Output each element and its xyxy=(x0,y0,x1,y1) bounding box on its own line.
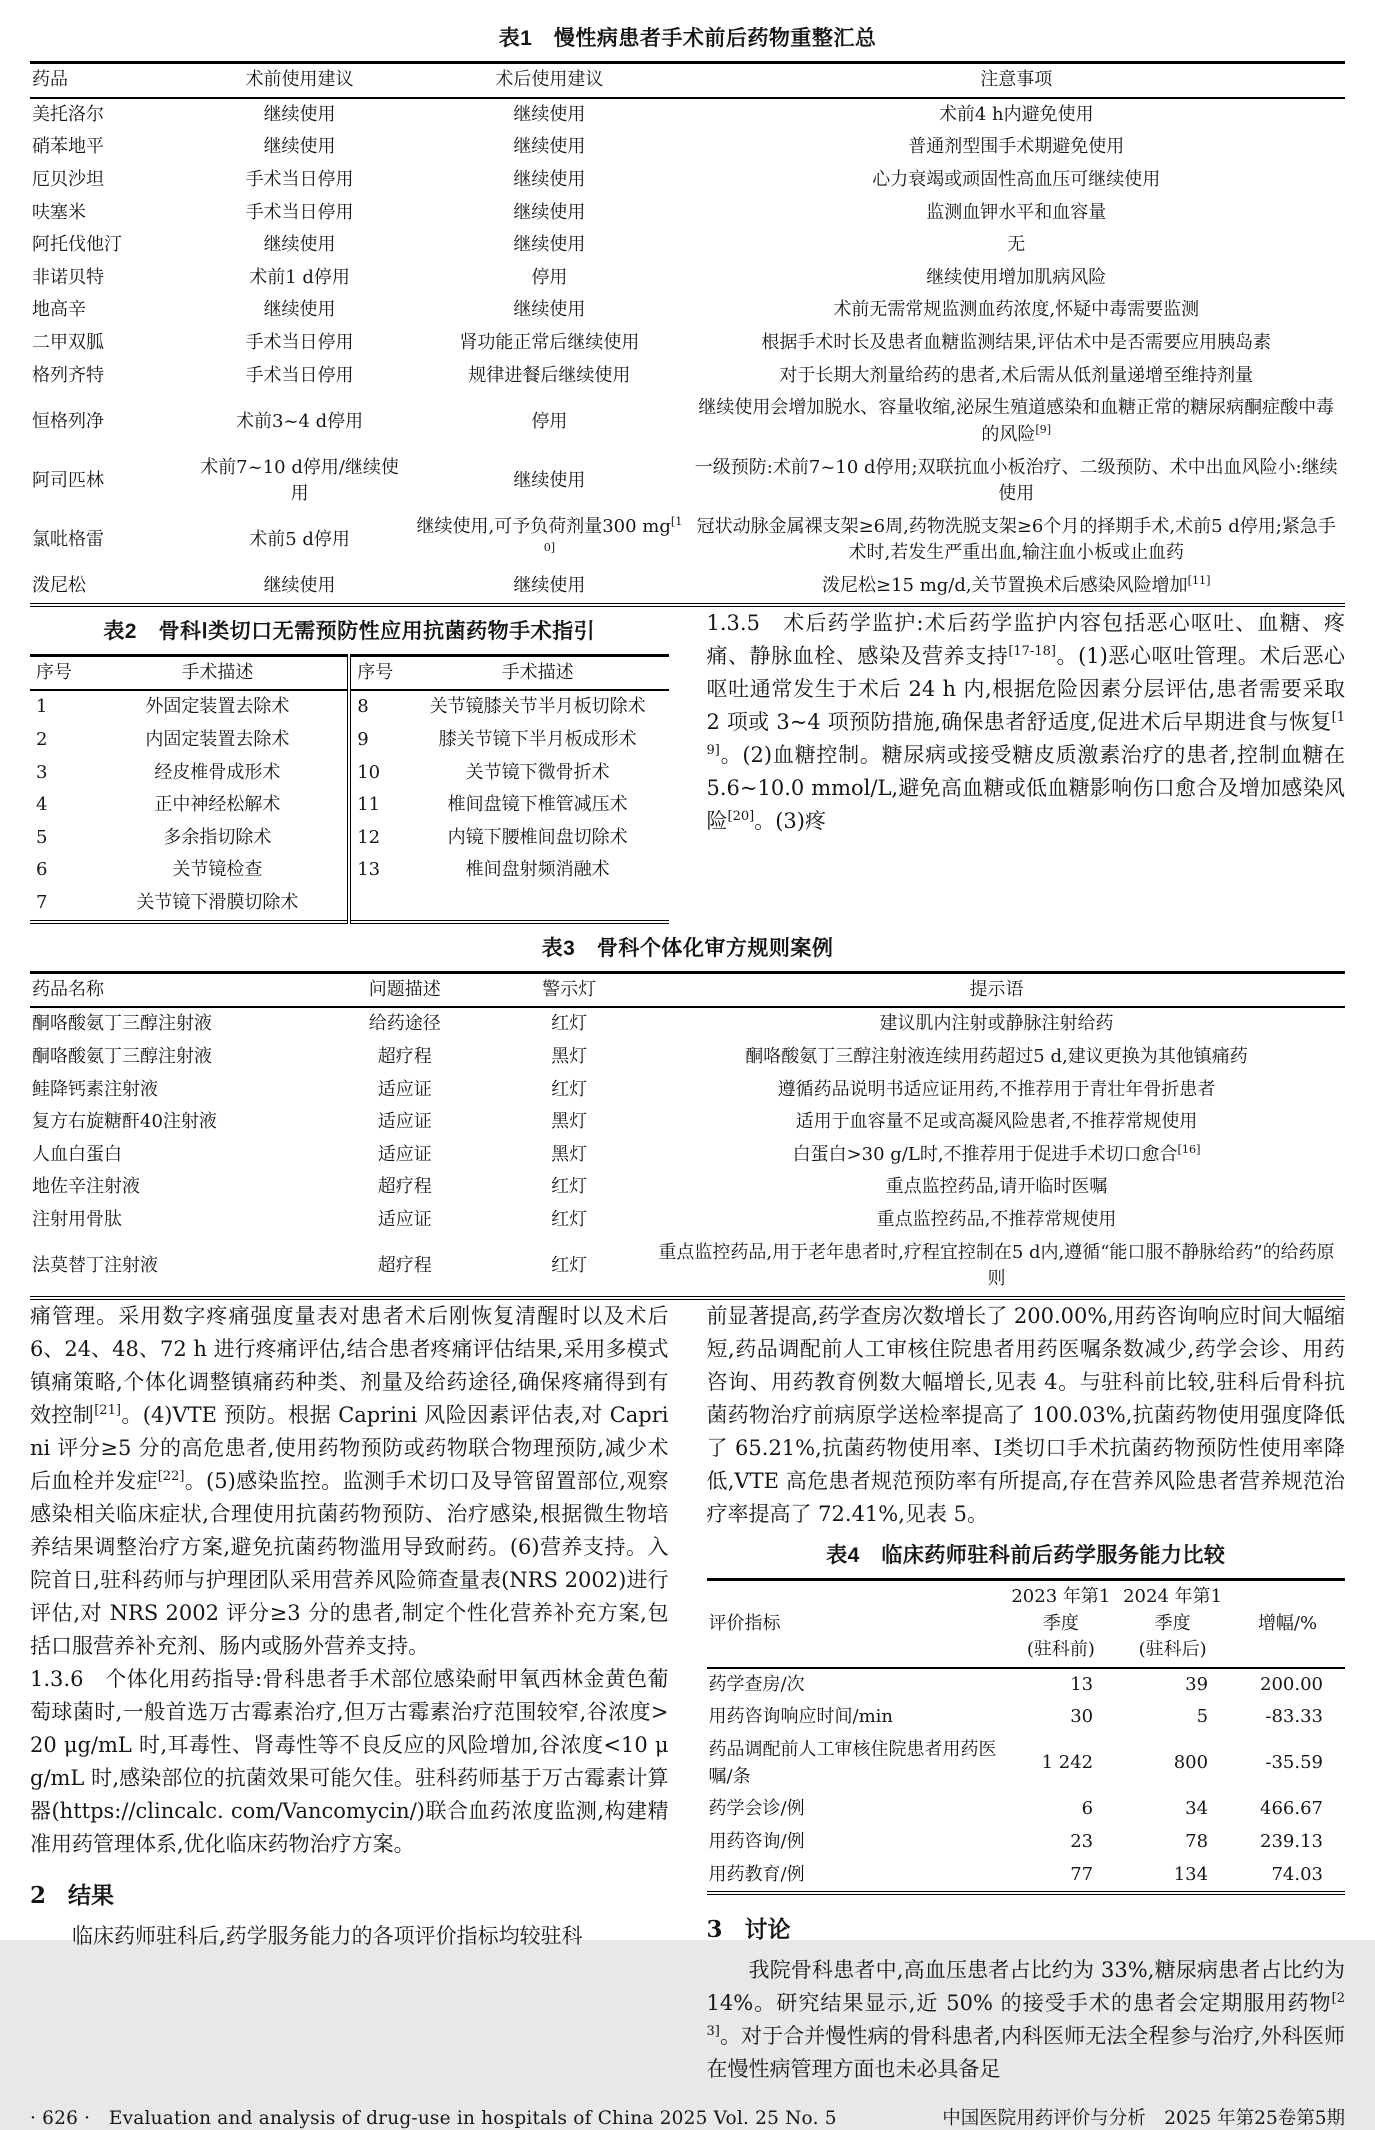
two-column-section-a xyxy=(30,607,1345,924)
column-right-a xyxy=(707,607,1346,838)
table-cell: 白蛋白>30 g/L时,不推荐用于促进手术切口愈合[16] xyxy=(792,1142,1201,1165)
table-cell: 复方右旋糖酐40注射液 xyxy=(32,1111,217,1133)
table-header-row xyxy=(707,1579,1346,1667)
table-cell: 一级预防:术前7~10 d停用;双联抗血小板治疗、二级预防、术中出血风险小:继续使用 xyxy=(694,456,1338,505)
section-heading-discussion xyxy=(707,1911,1346,1944)
table-header-cell: 2024 年第1季度 (驻科后) xyxy=(1115,1579,1230,1667)
table-cell: 恒格列净 xyxy=(32,410,104,432)
table-row xyxy=(30,887,669,922)
table-header-cell: 增幅/% xyxy=(1230,1579,1345,1667)
table-cell: 手术当日停用 xyxy=(245,201,354,223)
two-column-section-b xyxy=(30,1300,1345,2086)
table-row xyxy=(707,1793,1346,1826)
table4-title: 表4 临床药师驻科前后药学服务能力比较 xyxy=(826,1543,1226,1567)
table-cell: 用药咨询响应时间/min xyxy=(708,1706,893,1728)
table-cell: 椎间盘镜下椎管减压术 xyxy=(447,794,628,816)
table-cell: 建议肌内注射或静脉注射给药 xyxy=(879,1013,1114,1035)
table-row xyxy=(30,1041,1345,1074)
table-header-cell: 2023 年第1季度 (驻科前) xyxy=(1007,1579,1116,1667)
table-row xyxy=(30,757,669,790)
table-cell: 7 xyxy=(36,892,48,913)
table-cell: 红灯 xyxy=(551,1254,588,1276)
table-cell: 9 xyxy=(349,724,406,757)
table-cell: -83.33 xyxy=(1265,1706,1323,1728)
table-header-cell: 警示灯 xyxy=(490,972,648,1007)
table-cell: 无 xyxy=(1007,234,1026,256)
table-cell: 厄贝沙坦 xyxy=(32,168,104,190)
table-cell: 外固定装置去除术 xyxy=(145,696,290,718)
table-cell: 椎间盘射频消融术 xyxy=(465,859,610,881)
table-row xyxy=(30,452,1345,511)
table-cell: 红灯 xyxy=(551,1209,588,1230)
table-cell: 适用于血容量不足或高凝风险患者,不推荐常规使用 xyxy=(795,1111,1198,1133)
table-row xyxy=(30,822,669,855)
table-cell: 美托洛尔 xyxy=(32,103,104,125)
table-cell: 停用 xyxy=(531,410,568,432)
table-cell: 继续使用 xyxy=(263,299,336,321)
table-cell: 继续使用 xyxy=(263,136,336,158)
table-cell: 77 xyxy=(1070,1863,1094,1885)
table-cell: 酮咯酸氨丁三醇注射液 xyxy=(32,1013,212,1035)
table-cell: 继续使用 xyxy=(513,299,586,321)
table2-body xyxy=(30,690,669,921)
table-cell: 超疗程 xyxy=(377,1176,432,1198)
table-cell: 适应证 xyxy=(377,1078,432,1100)
table-cell: 继续使用 xyxy=(263,103,336,125)
table-cell: 注射用骨肽 xyxy=(32,1209,122,1230)
section-number: 3 xyxy=(706,1916,723,1944)
table-cell: 继续使用 xyxy=(513,103,586,125)
table-cell: 酮咯酸氨丁三醇注射液 xyxy=(32,1045,212,1067)
table-header-cell: 注意事项 xyxy=(687,63,1345,98)
table-row xyxy=(707,1668,1346,1702)
table-cell: 466.67 xyxy=(1260,1798,1323,1820)
table-row xyxy=(707,1859,1346,1894)
table-row xyxy=(30,392,1345,451)
table-cell: 关节镜膝关节半月板切除术 xyxy=(429,696,646,718)
table-cell: 3 xyxy=(36,761,48,783)
paragraph-1-3-5: 1.3.5 术后药学监护:术后药学监护内容包括恶心呕吐、血糖、疼痛、静脉血栓、感染及营养支持[17-18]。(1)恶心呕吐管理。术后恶心呕吐通常发生于术后 24 h 内,根据危险因素分层评估,患者需要采取 2 项或 3~4 项预防措施,确保患者舒适度,促进术后早期进食与恢复[19]。(2)血糖控制。糖尿病或接受糖皮质激素治疗的患者,控制血糖在 5.6~10.0 mmol/L,避免高血糖或低血糖影响伤口愈合及增加感染风险[20]。(3)疼 xyxy=(706,610,1345,833)
table-cell: 1 242 xyxy=(1041,1752,1094,1774)
paragraph-pain-management: 痛管理。采用数字疼痛强度量表对患者术后刚恢复清醒时以及术后 6、24、48、72 h 进行疼痛评估,结合患者疼痛评估结果,采用多模式镇痛策略,个体化调整镇痛药种类、剂量及给药途径,确保疼痛得到有效控制[21]。(4)VTE 预防。根据 Caprini 风险因素评估表,对 Caprini 评分≥5 分的高危患者,使用药物预防或药物联合物理预防,减少术后血栓并发症[22]。(5)感染监控。监测手术切口及导管留置部位,观察感染相关临床症状,合理使用抗菌药物预防、治疗感染,根据微生物培养结果调整治疗方案,避免抗菌药物滥用导致耐药。(6)营养支持。入院首日,驻科药师与护理团队采用营养风险筛查量表(NRS 2002)进行评估,对 NRS 2002 评分≥3 分的患者,制定个性化营养补充方案,包括口服营养补充剂、肠内或肠外营养支持。 xyxy=(30,1303,669,1658)
table-cell: 重点监控药品,不推荐常规使用 xyxy=(876,1209,1117,1230)
table2 xyxy=(30,654,669,924)
table-cell: 地佐辛注射液 xyxy=(32,1176,140,1198)
table-cell: 术前7~10 d停用/继续使用 xyxy=(200,456,399,505)
table-cell: 继续使用 xyxy=(513,469,586,491)
table-cell: 关节镜下微骨折术 xyxy=(465,761,610,783)
table-cell: 黑灯 xyxy=(551,1143,588,1165)
table-cell: 阿司匹林 xyxy=(32,469,104,491)
table-cell: 30 xyxy=(1070,1706,1094,1728)
table-cell: 术前无需常规监测血药浓度,怀疑中毒需要监测 xyxy=(833,299,1200,321)
table-cell: 膝关节镜下半月板成形术 xyxy=(438,728,637,750)
table-row xyxy=(30,327,1345,360)
table-cell: 对于长期大剂量给药的患者,术后需从低剂量递增至维持剂量 xyxy=(779,364,1254,386)
table-cell: 正中神经松解术 xyxy=(154,794,281,816)
column-left-b xyxy=(30,1300,669,1953)
table-header-cell: 提示语 xyxy=(648,972,1345,1007)
table-cell: 黑灯 xyxy=(551,1045,588,1067)
table-cell: 氯吡格雷 xyxy=(32,529,104,551)
footer-right-journal-cn: 中国医院用药评价与分析 2025 年第25卷第5期 xyxy=(942,2108,1345,2130)
table-cell: 药学查房/次 xyxy=(708,1673,805,1695)
table-cell: 泼尼松 xyxy=(32,575,86,596)
table-cell: 2 xyxy=(36,728,48,750)
section-label: 讨论 xyxy=(744,1916,791,1943)
table-cell: 内镜下腰椎间盘切除术 xyxy=(447,826,628,848)
table-cell: 规律进餐后继续使用 xyxy=(468,364,631,386)
table-row xyxy=(30,724,669,757)
table-row xyxy=(30,98,1345,132)
table4-header xyxy=(707,1579,1346,1667)
table-row xyxy=(30,131,1345,164)
table-row xyxy=(30,360,1345,393)
table-cell: 适应证 xyxy=(377,1209,432,1230)
table4 xyxy=(707,1578,1346,1895)
table-cell: 人血白蛋白 xyxy=(32,1143,122,1165)
table-cell: 800 xyxy=(1173,1752,1209,1774)
table-cell: 6 xyxy=(36,859,48,881)
table-cell: 红灯 xyxy=(551,1078,588,1100)
table-row xyxy=(30,262,1345,295)
table-cell: 适应证 xyxy=(377,1111,432,1133)
table-cell: 多余指切除术 xyxy=(163,826,272,848)
table-row xyxy=(30,1237,1345,1298)
table-header-row xyxy=(30,63,1345,98)
table-cell: 5 xyxy=(1196,1706,1209,1728)
table-cell: 地高辛 xyxy=(32,299,86,321)
table-cell: 34 xyxy=(1185,1798,1209,1820)
column-left-a xyxy=(30,607,669,924)
table-header-row xyxy=(30,655,669,690)
table4-body xyxy=(707,1668,1346,1893)
table-cell: 黑灯 xyxy=(551,1111,588,1133)
table-row xyxy=(30,229,1345,262)
table-cell: 药品调配前人工审核住院患者用药医嘱/条 xyxy=(708,1739,997,1787)
table-cell: 继续使用,可予负荷剂量300 mg[10] xyxy=(416,514,683,555)
table-cell: 硝苯地平 xyxy=(32,136,104,158)
table-cell: 200.00 xyxy=(1260,1673,1323,1695)
table1-title: 表1 慢性病患者手术前后药物重整汇总 xyxy=(498,27,877,50)
table-row xyxy=(30,854,669,887)
table-cell xyxy=(349,887,406,922)
table-cell: 关节镜检查 xyxy=(172,859,263,881)
table-cell: 呋塞米 xyxy=(32,201,86,223)
table-cell: 用药咨询/例 xyxy=(708,1830,805,1852)
table-cell: 13 xyxy=(349,854,406,887)
table-row xyxy=(30,1139,1345,1172)
table-cell: 4 xyxy=(36,794,48,816)
table-row xyxy=(30,197,1345,230)
table-cell: 手术当日停用 xyxy=(245,364,354,386)
table-row xyxy=(30,1106,1345,1139)
table-cell: 继续使用 xyxy=(513,234,586,256)
table-row xyxy=(30,570,1345,605)
table-cell: 术前1 d停用 xyxy=(249,266,350,288)
table-cell: 继续使用增加肌病风险 xyxy=(926,266,1107,288)
table-header-cell: 序号 xyxy=(349,655,406,690)
table-cell: 239.13 xyxy=(1260,1830,1323,1852)
table-row xyxy=(30,690,669,724)
paragraph-results: 临床药师驻科后,药学服务能力的各项评价指标均较驻科 xyxy=(72,1923,583,1948)
table-cell: 遵循药品说明书适应证用药,不推荐用于青壮年骨折患者 xyxy=(777,1078,1216,1100)
section-number: 2 xyxy=(30,1881,47,1909)
table-cell: 心力衰竭或顽固性高血压可继续使用 xyxy=(872,168,1161,190)
table-header-cell: 术前使用建议 xyxy=(188,63,412,98)
table-row xyxy=(707,1734,1346,1793)
table-cell: 11 xyxy=(349,789,406,822)
table-row xyxy=(707,1826,1346,1859)
table-cell: 1 xyxy=(36,696,48,718)
table-cell: 39 xyxy=(1185,1673,1209,1695)
table3-header xyxy=(30,972,1345,1007)
table-row xyxy=(30,1171,1345,1204)
table-cell: 药学会诊/例 xyxy=(708,1798,805,1820)
table-cell: 重点监控药品,用于老年患者时,疗程宜控制在5 d内,遵循“能口服不静脉给药”的给药原则 xyxy=(658,1241,1335,1290)
table-cell: 阿托伐他汀 xyxy=(32,234,122,256)
table-row xyxy=(707,1701,1346,1734)
table-cell: 红灯 xyxy=(551,1013,588,1035)
table3-body xyxy=(30,1007,1345,1298)
table-header-row xyxy=(30,972,1345,1007)
table-row xyxy=(30,1007,1345,1041)
table-cell: 格列齐特 xyxy=(32,364,104,386)
table3 xyxy=(30,971,1345,1300)
table-cell: 二甲双胍 xyxy=(32,332,104,353)
table-cell: 非诺贝特 xyxy=(32,266,104,288)
table-cell: 手术当日停用 xyxy=(245,168,354,190)
table-cell: 关节镜下滑膜切除术 xyxy=(136,892,299,913)
column-right-b xyxy=(707,1300,1346,2086)
table-header-cell: 药品 xyxy=(30,63,188,98)
table-cell: 肾功能正常后继续使用 xyxy=(459,332,640,353)
table-cell: 继续使用 xyxy=(263,234,336,256)
section-label: 结果 xyxy=(68,1881,115,1908)
table-cell: 8 xyxy=(349,690,406,724)
table2-header xyxy=(30,655,669,690)
table-cell: 鲑降钙素注射液 xyxy=(32,1078,158,1100)
table1 xyxy=(30,61,1345,607)
table-cell: 给药途径 xyxy=(368,1013,441,1035)
paragraph-discussion: 我院骨科患者中,高血压患者占比约为 33%,糖尿病患者占比约为 14%。研究结果显示,近 50% 的接受手术的患者会定期服用药物[23]。对于合并慢性病的骨科患者,内科医师无法全程参与治疗,外科医师在慢性病管理方面也未必具备足 xyxy=(706,1958,1345,2082)
table-cell: 继续使用 xyxy=(513,201,586,223)
table-cell: 重点监控药品,请开临时医嘱 xyxy=(885,1176,1108,1198)
table-header-cell: 序号 xyxy=(30,655,87,690)
table-cell: 78 xyxy=(1185,1830,1209,1852)
paragraph-results-cont: 前显著提高,药学查房次数增长了 200.00%,用药咨询响应时间大幅缩短,药品调配前人工审核住院患者用药医嘱条数减少,药学会诊、用药咨询、用药教育例数大幅增长,见表 4。与驻科前比较,驻科后骨科抗菌药物治疗前病原学送检率提高了 100.03%,抗菌药物使用强度降低了 65.21%,抗菌药物使用率、Ⅰ类切口手术抗菌药物预防性使用率降低,VTE 高危患者规范预防率有所提高,存在营养风险患者营养规范治疗率提高了 72.41%,见表 5。 xyxy=(706,1303,1345,1526)
table-row xyxy=(30,164,1345,197)
table-row xyxy=(30,1204,1345,1237)
table-cell: 监测血钾水平和血容量 xyxy=(926,201,1107,223)
table-cell: 12 xyxy=(349,822,406,855)
table-cell: 23 xyxy=(1070,1830,1094,1852)
table1-body xyxy=(30,98,1345,605)
footer-left-journal-en: · 626 · Evaluation and analysis of drug-use in hospitals of China 2025 Vol. 25 No. 5 xyxy=(30,2108,837,2130)
table-cell: 6 xyxy=(1081,1798,1094,1820)
table-cell: 适应证 xyxy=(377,1143,432,1165)
table-cell: 超疗程 xyxy=(377,1045,432,1067)
table-cell: 继续使用 xyxy=(513,136,586,158)
table-cell: 泼尼松≥15 mg/d,关节置换术后感染风险增加[11] xyxy=(821,574,1211,596)
table-row xyxy=(30,294,1345,327)
table-cell: 冠状动脉金属裸支架≥6周,药物洗脱支架≥6个月的择期手术,术前5 d停用;紧急手术时,若发生严重出血,输注血小板或止血药 xyxy=(696,515,1336,564)
table-row xyxy=(30,1074,1345,1107)
table-header-cell: 药品名称 xyxy=(30,972,319,1007)
table-cell: 74.03 xyxy=(1271,1863,1323,1885)
table-cell: 经皮椎骨成形术 xyxy=(154,761,281,783)
table-header-cell: 手术描述 xyxy=(87,655,349,690)
table-cell: 用药教育/例 xyxy=(708,1863,805,1885)
table-cell: 根据手术时长及患者血糖监测结果,评估术中是否需要应用胰岛素 xyxy=(761,332,1272,353)
table-cell xyxy=(407,887,669,922)
table-cell: 术前5 d停用 xyxy=(249,529,350,551)
table-cell: 术前4 h内避免使用 xyxy=(938,103,1094,125)
table-cell: 酮咯酸氨丁三醇注射液连续用药超过5 d,建议更换为其他镇痛药 xyxy=(745,1045,1248,1067)
table2-title: 表2 骨科Ⅰ类切口无需预防性应用抗菌药物手术指引 xyxy=(103,619,596,643)
table-cell: 普通剂型围手术期避免使用 xyxy=(908,136,1125,158)
page-footer xyxy=(30,2086,1345,2130)
table-row xyxy=(30,511,1345,570)
table-cell: 超疗程 xyxy=(377,1254,432,1276)
table-row xyxy=(30,789,669,822)
table-header-cell: 手术描述 xyxy=(407,655,669,690)
table-cell: 术前3~4 d停用 xyxy=(235,410,364,432)
table1-header xyxy=(30,63,1345,98)
table-cell: 134 xyxy=(1173,1863,1209,1885)
table-cell: 红灯 xyxy=(551,1176,588,1198)
table-cell: -35.59 xyxy=(1265,1752,1323,1774)
table-cell: 内固定装置去除术 xyxy=(145,728,290,750)
table-cell: 10 xyxy=(349,757,406,790)
section-heading-results xyxy=(30,1877,669,1910)
table-cell: 继续使用 xyxy=(263,575,336,596)
table-header-cell: 问题描述 xyxy=(319,972,490,1007)
table-cell: 法莫替丁注射液 xyxy=(32,1254,158,1276)
table-header-cell: 评价指标 xyxy=(707,1579,1007,1667)
table-cell: 手术当日停用 xyxy=(245,332,354,353)
table3-title: 表3 骨科个体化审方规则案例 xyxy=(541,936,834,960)
paragraph-1-3-6: 1.3.6 个体化用药指导:骨科患者手术部位感染耐甲氧西林金黄色葡萄球菌时,一般首选万古霉素治疗,但万古霉素治疗范围较窄,谷浓度>20 μg/mL 时,耳毒性、肾毒性等不良反应的风险增加,谷浓度<10 μg/mL 时,感染部位的抗菌效果可能欠佳。驻科药师基于万古霉素计算器(https://clincalc. com/Vancomycin/)联合血药浓度监测,构建精准用药管理体系,优化临床药物治疗方案。 xyxy=(30,1666,669,1856)
table-cell: 5 xyxy=(36,826,48,848)
table-cell: 继续使用会增加脱水、容量收缩,泌尿生殖道感染和血糖正常的糖尿病酮症酸中毒的风险[9] xyxy=(698,397,1335,445)
table-header-cell: 术后使用建议 xyxy=(411,63,687,98)
table-cell: 13 xyxy=(1070,1673,1094,1695)
table-cell: 继续使用 xyxy=(513,575,586,596)
table-cell: 停用 xyxy=(531,266,568,288)
table-cell: 继续使用 xyxy=(513,168,586,190)
